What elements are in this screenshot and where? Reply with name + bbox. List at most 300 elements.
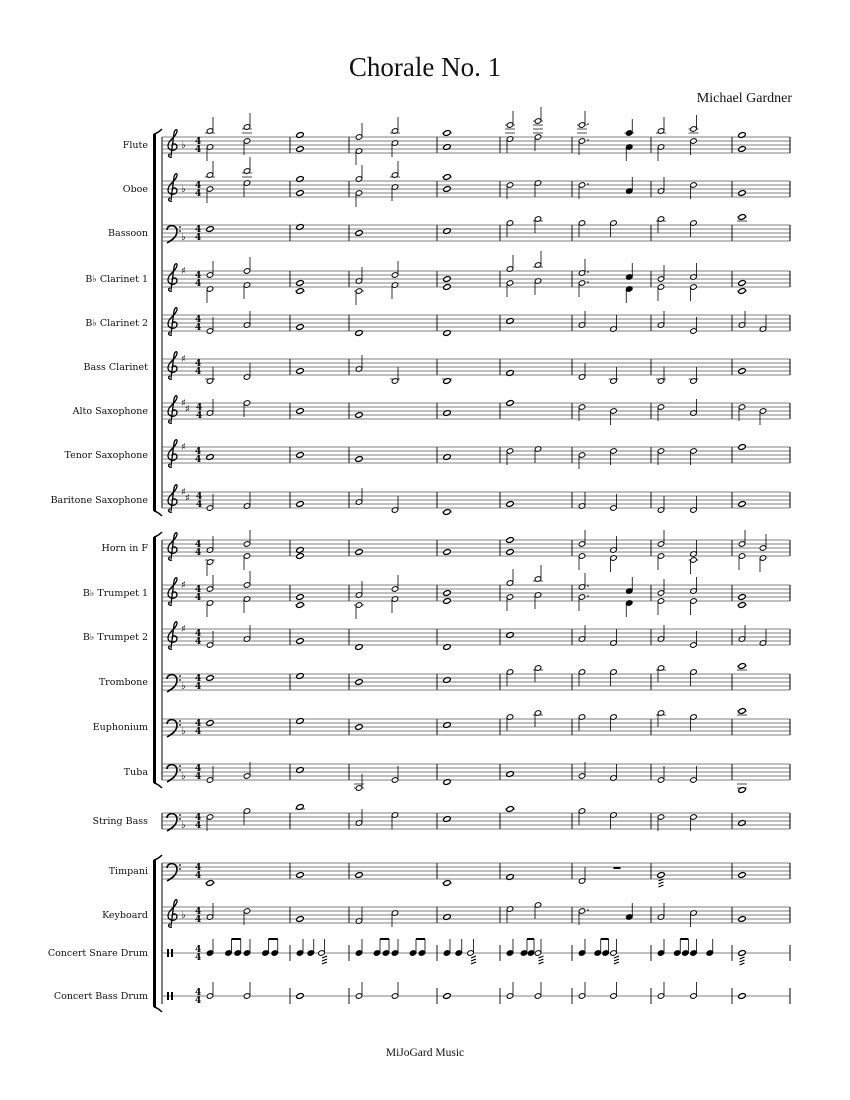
note-head	[443, 549, 451, 556]
bass-clef-dot	[179, 720, 181, 722]
instrument-label: Keyboard	[102, 910, 148, 921]
note-head	[738, 916, 746, 923]
note-head	[455, 950, 462, 956]
note-head	[206, 880, 214, 887]
bass-clef-dot	[179, 226, 181, 228]
note-head	[443, 378, 451, 385]
note-head	[690, 950, 697, 956]
group-bracket	[153, 860, 156, 1007]
note-head	[443, 276, 451, 283]
note-head	[506, 318, 514, 325]
tremolo-stroke	[539, 959, 544, 961]
note-head	[355, 330, 363, 337]
note-head	[690, 138, 697, 144]
note-head	[690, 284, 697, 290]
time-signature-digit: 4	[195, 772, 202, 782]
note-head	[657, 448, 664, 454]
note-head	[578, 280, 585, 286]
staff-b-clarinet-1	[85, 251, 790, 305]
note-head	[506, 594, 513, 600]
note-head	[443, 779, 451, 786]
note-head	[506, 632, 514, 639]
note-head	[690, 777, 697, 783]
note-head	[506, 993, 513, 999]
note-head	[657, 404, 664, 410]
note-head	[418, 950, 425, 956]
note-head	[206, 950, 213, 956]
note-head	[690, 182, 697, 188]
note-head	[578, 950, 585, 956]
time-signature-digit: 4	[195, 727, 202, 737]
note-head	[657, 950, 664, 956]
tremolo-stroke	[614, 959, 619, 961]
note-head	[738, 132, 746, 139]
staff-timpani	[109, 863, 790, 887]
note-head	[578, 993, 585, 999]
note-head	[690, 448, 697, 454]
note-head	[296, 553, 304, 560]
note-head	[657, 541, 664, 547]
bass-clef-icon	[167, 814, 177, 831]
note-head	[355, 602, 362, 608]
note-head	[243, 950, 250, 956]
note-head	[355, 288, 362, 294]
note-head	[296, 916, 304, 923]
note-head	[506, 950, 513, 956]
staff-tuba	[124, 762, 790, 793]
note-head	[296, 547, 304, 554]
bass-clef-dot	[179, 765, 181, 767]
note-head	[296, 638, 304, 645]
note-head	[243, 541, 250, 547]
note-head	[296, 452, 304, 459]
note-head	[534, 118, 541, 124]
note-head	[271, 950, 278, 956]
bracket-top-hook	[154, 129, 162, 134]
group-bracket	[153, 537, 156, 783]
bracket-bottom-hook	[154, 1007, 162, 1012]
note-head	[355, 644, 363, 651]
percussion-clef-icon	[171, 949, 173, 957]
time-signature-digit: 4	[195, 181, 202, 191]
instrument-label: Trombone	[98, 677, 148, 688]
flat-icon: ♭	[181, 820, 186, 831]
note-head	[594, 950, 601, 956]
note-head	[296, 224, 304, 231]
note-head	[243, 993, 250, 999]
note-head	[443, 816, 451, 823]
note-head	[243, 268, 250, 274]
bracket-bottom-hook	[154, 511, 162, 516]
note-head	[578, 122, 585, 128]
time-signature-digit: 4	[195, 315, 202, 325]
note-head	[206, 814, 213, 820]
note-head	[738, 787, 746, 794]
time-signature-digit: 4	[196, 492, 203, 502]
note-head	[738, 950, 746, 957]
note-head	[578, 553, 585, 559]
half-rest-icon	[614, 867, 621, 869]
note-head	[506, 806, 514, 813]
note-head	[690, 598, 697, 604]
instrument-label: Horn in F	[101, 543, 148, 554]
note-head	[206, 675, 214, 682]
note-head	[206, 226, 214, 233]
note-head	[296, 146, 304, 153]
instrument-label: B♭ Clarinet 1	[85, 274, 148, 285]
sharp-icon: ♯	[181, 624, 186, 635]
staff-concert-snare-drum	[48, 939, 790, 965]
time-signature-digit: 4	[195, 585, 202, 595]
time-signature-digit: 4	[196, 403, 203, 413]
time-signature-digit: 4	[195, 137, 202, 147]
note-head	[578, 404, 585, 410]
bass-clef-icon	[167, 765, 177, 782]
flat-icon: ♭	[181, 726, 186, 737]
note-head	[738, 190, 746, 197]
note-head	[296, 176, 304, 183]
percussion-clef-icon	[171, 992, 173, 1000]
tremolo-stroke	[614, 956, 619, 958]
note-head	[690, 642, 697, 648]
note-head	[690, 126, 697, 132]
note-head	[610, 950, 617, 956]
note-head	[738, 146, 746, 153]
note-head	[296, 718, 304, 725]
staff-alto-saxophone	[72, 396, 790, 425]
note-head	[690, 328, 697, 334]
time-signature-digit: 4	[195, 953, 202, 963]
note-head	[682, 950, 689, 956]
note-head	[243, 138, 250, 144]
note-head	[443, 722, 451, 729]
note-head	[296, 993, 304, 1000]
bass-clef-dot	[179, 675, 181, 677]
time-signature-digit: 4	[195, 863, 202, 873]
tremolo-stroke	[471, 959, 476, 961]
time-signature-digit: 4	[195, 996, 202, 1006]
note-head	[610, 505, 617, 511]
time-signature-digit: 4	[195, 813, 202, 823]
note-head	[296, 872, 304, 879]
tremolo-stroke	[471, 956, 476, 958]
note-head	[506, 400, 514, 407]
bracket-top-hook	[154, 855, 162, 860]
augmentation-dot	[587, 585, 589, 587]
time-signature-digit: 4	[195, 323, 202, 333]
note-head	[706, 950, 713, 956]
instrument-label: Bass Clarinet	[83, 362, 148, 373]
note-head	[243, 400, 250, 406]
composer-name: Michael Gardner	[696, 91, 792, 106]
note-head	[443, 330, 451, 337]
note-head	[738, 280, 746, 287]
note-head	[443, 914, 451, 921]
note-head	[610, 408, 617, 414]
tremolo-stroke	[614, 962, 619, 964]
note-head	[391, 950, 398, 956]
note-head	[738, 663, 746, 670]
note-head	[506, 280, 513, 286]
note-head	[738, 993, 746, 1000]
time-signature-digit: 4	[196, 500, 203, 510]
instrument-label: Euphonium	[92, 722, 148, 733]
note-head	[443, 993, 451, 1000]
note-head	[382, 950, 389, 956]
note-head	[506, 771, 514, 778]
flat-icon: ♭	[181, 910, 186, 921]
flat-icon: ♭	[181, 184, 186, 195]
bracket-top-hook	[154, 532, 162, 537]
note-head	[506, 549, 514, 556]
time-signature-digit: 4	[195, 988, 202, 998]
note-head	[206, 777, 213, 783]
instrument-label: Alto Saxophone	[72, 406, 148, 417]
augmentation-dot	[587, 271, 589, 273]
group-bracket	[153, 134, 156, 511]
time-signature-digit: 4	[195, 367, 202, 377]
tremolo-stroke	[740, 960, 745, 962]
tremolo-stroke	[659, 885, 664, 887]
instrument-label: Tuba	[123, 767, 148, 778]
staff-oboe	[123, 157, 790, 207]
note-head	[657, 553, 664, 559]
staff-baritone-saxophone	[51, 485, 790, 516]
staff-b-trumpet-2	[83, 622, 790, 651]
percussion-clef-icon	[167, 992, 169, 1000]
note-head	[674, 950, 681, 956]
note-head	[738, 501, 746, 508]
tremolo-stroke	[471, 962, 476, 964]
note-head	[296, 324, 304, 331]
note-head	[626, 130, 633, 136]
bass-clef-dot	[179, 864, 181, 866]
note-head	[690, 993, 697, 999]
note-head	[296, 804, 304, 811]
note-head	[534, 950, 541, 956]
note-head	[296, 767, 304, 774]
note-head	[657, 590, 664, 596]
note-head	[391, 777, 398, 783]
note-head	[443, 598, 451, 605]
note-head	[443, 144, 451, 151]
tremolo-stroke	[322, 962, 327, 964]
note-head	[534, 134, 541, 140]
bass-clef-icon	[167, 226, 177, 243]
note-head	[506, 448, 513, 454]
augmentation-dot	[587, 123, 589, 125]
score-title: Chorale No. 1	[348, 52, 502, 82]
sharp-icon: ♯	[181, 580, 186, 591]
sharp-icon: ♯	[185, 493, 190, 504]
note-head	[657, 276, 664, 282]
note-head	[738, 404, 745, 410]
note-head	[443, 454, 451, 461]
instrument-label: Concert Bass Drum	[53, 991, 148, 1002]
note-head	[355, 230, 363, 237]
note-head	[657, 872, 665, 879]
note-head	[443, 130, 451, 137]
staff-bassoon	[108, 214, 790, 243]
time-signature-digit: 4	[195, 629, 202, 639]
tremolo-stroke	[659, 882, 664, 884]
note-head	[443, 950, 450, 956]
note-head	[443, 284, 451, 291]
note-head	[243, 773, 250, 779]
time-signature-digit: 4	[195, 225, 202, 235]
note-head	[506, 370, 514, 377]
instrument-label: Timpani	[108, 866, 148, 877]
flat-icon: ♭	[181, 140, 186, 151]
note-head	[391, 993, 398, 999]
note-head	[355, 549, 363, 556]
note-head	[409, 950, 416, 956]
note-head	[578, 908, 585, 914]
staff-string-bass	[92, 804, 790, 831]
note-head	[506, 537, 514, 544]
staff-flute	[123, 107, 790, 165]
note-head	[234, 950, 241, 956]
note-head	[738, 368, 746, 375]
note-head	[296, 602, 304, 609]
note-head	[657, 814, 664, 820]
note-head	[355, 412, 363, 419]
note-head	[520, 950, 527, 956]
staff-horn-in-f	[102, 530, 790, 576]
sharp-icon: ♯	[181, 398, 186, 409]
time-signature-digit: 4	[195, 271, 202, 281]
note-head	[738, 214, 746, 221]
note-head	[578, 138, 585, 144]
note-head	[657, 598, 664, 604]
sharp-icon: ♯	[181, 442, 186, 453]
note-head	[443, 590, 451, 597]
note-head	[738, 541, 745, 547]
note-head	[355, 950, 362, 956]
sharp-icon: ♯	[181, 266, 186, 277]
note-head	[391, 272, 398, 278]
time-signature-digit: 4	[195, 871, 202, 881]
bass-clef-icon	[167, 864, 177, 881]
bass-clef-dot	[179, 814, 181, 816]
time-signature-digit: 4	[195, 447, 202, 457]
bracket-bottom-hook	[154, 783, 162, 788]
augmentation-dot	[587, 183, 589, 185]
flat-icon: ♭	[181, 232, 186, 243]
note-head	[296, 408, 304, 415]
bass-clef-icon	[167, 675, 177, 692]
note-head	[506, 122, 513, 128]
time-signature-digit: 4	[195, 359, 202, 369]
staff-trombone	[99, 663, 790, 692]
note-head	[738, 553, 745, 559]
note-head	[296, 132, 304, 139]
publisher-footer: MiJoGard Music	[385, 1047, 465, 1059]
note-head	[738, 594, 746, 601]
note-head	[738, 820, 746, 827]
note-head	[738, 602, 746, 609]
instrument-label: String Bass	[92, 816, 148, 827]
note-head	[657, 284, 664, 290]
note-head	[206, 720, 214, 727]
note-head	[443, 228, 451, 235]
staff-tenor-saxophone	[64, 440, 790, 469]
note-head	[610, 993, 617, 999]
note-head	[578, 452, 585, 458]
note-head	[355, 993, 362, 999]
note-head	[355, 679, 363, 686]
sharp-icon: ♯	[181, 487, 186, 498]
augmentation-dot	[587, 595, 589, 597]
tremolo-stroke	[740, 957, 745, 959]
note-head	[578, 182, 585, 188]
time-signature-digit: 4	[195, 145, 202, 155]
note-head	[578, 541, 585, 547]
instrument-label: Oboe	[122, 184, 148, 195]
time-signature-digit: 4	[195, 915, 202, 925]
note-head	[355, 724, 363, 731]
percussion-clef-icon	[167, 949, 169, 957]
time-signature-digit: 4	[195, 764, 202, 774]
staff-bass-clarinet	[83, 352, 790, 385]
time-signature-digit: 4	[195, 455, 202, 465]
instrument-label: Tenor Saxophone	[64, 450, 148, 461]
note-head	[506, 182, 513, 188]
augmentation-dot	[587, 909, 589, 911]
note-head	[443, 644, 451, 651]
note-head	[206, 454, 214, 461]
note-head	[534, 993, 541, 999]
flat-icon: ♭	[181, 771, 186, 782]
note-head	[206, 186, 213, 192]
note-head	[610, 448, 617, 454]
instrument-label: Concert Snare Drum	[47, 948, 148, 959]
note-head	[602, 950, 609, 956]
note-head	[206, 505, 213, 511]
note-head	[443, 509, 451, 516]
note-head	[206, 272, 213, 278]
note-head	[657, 777, 664, 783]
note-head	[738, 708, 746, 715]
staff-euphonium	[93, 708, 790, 737]
tremolo-stroke	[322, 956, 327, 958]
note-head	[243, 582, 250, 588]
note-head	[355, 190, 362, 196]
note-head	[262, 950, 269, 956]
bass-clef-dot	[179, 868, 181, 870]
instrument-label: Flute	[122, 140, 148, 151]
staff-concert-bass-drum	[54, 982, 790, 1006]
note-head	[296, 368, 304, 375]
augmentation-dot	[587, 139, 589, 141]
tremolo-stroke	[539, 962, 544, 964]
note-head	[738, 872, 746, 879]
note-head	[759, 408, 766, 414]
note-head	[373, 950, 380, 956]
note-head	[657, 993, 664, 999]
note-head	[318, 950, 325, 956]
time-signature-digit: 4	[196, 411, 203, 421]
note-head	[206, 328, 213, 334]
time-signature-digit: 4	[195, 907, 202, 917]
staff-b-trumpet-1	[83, 565, 790, 619]
time-signature-digit: 4	[195, 189, 202, 199]
time-signature-digit: 4	[195, 637, 202, 647]
staff-b-clarinet-2	[85, 308, 790, 337]
note-head	[206, 642, 213, 648]
note-head	[296, 594, 304, 601]
time-signature-digit: 4	[195, 821, 202, 831]
